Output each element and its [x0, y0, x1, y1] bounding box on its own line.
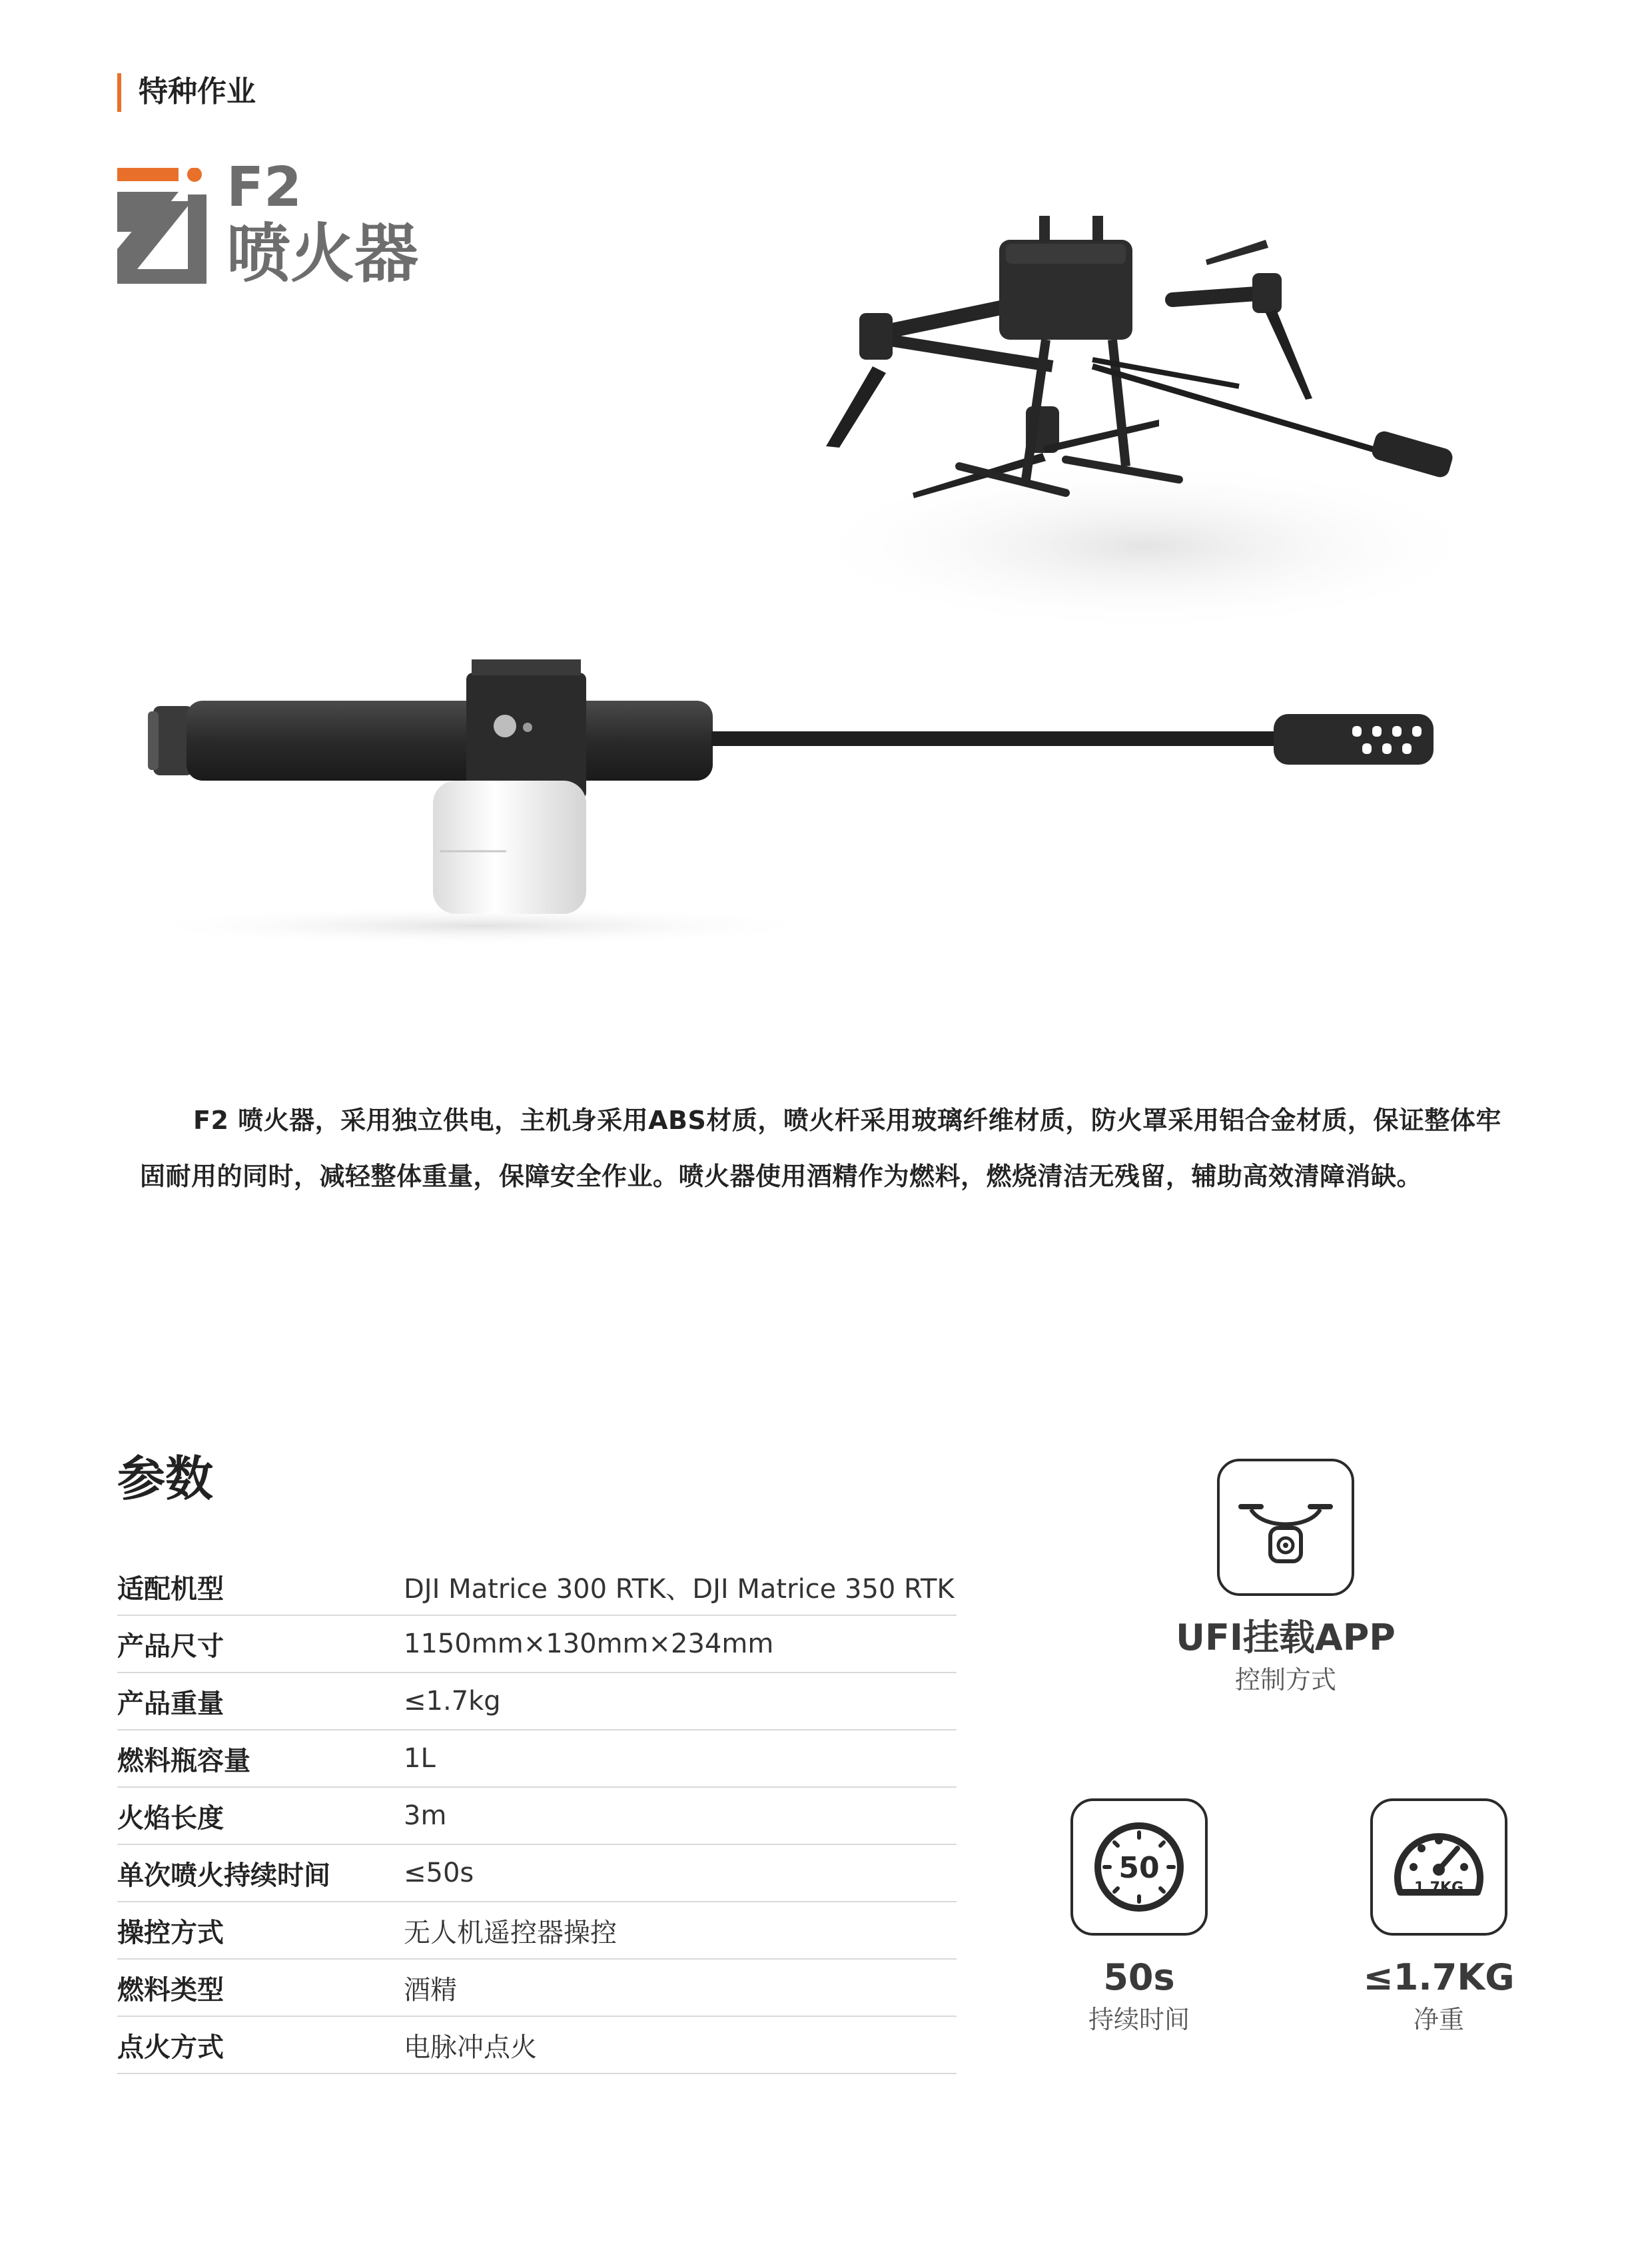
table-row [117, 1902, 957, 1960]
section-label: 特种作业 [139, 75, 256, 109]
spec-key: 火焰长度 [117, 1802, 224, 1834]
feature-app-label: 控制方式 [1234, 1665, 1336, 1694]
feature-duration-value: 50s [1103, 1956, 1175, 1998]
timer-icon-text: 50 [1118, 1851, 1160, 1885]
section-accent-bar [117, 73, 121, 112]
table-row [117, 1673, 957, 1730]
gauge-icon-text: 1.7KG [1414, 1880, 1464, 1896]
gauge-icon [1370, 1798, 1507, 1936]
feature-duration [999, 1798, 1279, 2037]
spec-value: ≤1.7kg [404, 1686, 501, 1716]
table-row [117, 1559, 957, 1616]
spec-value: DJI Matrice 300 RTK、DJI Matrice 350 RTK [404, 1573, 955, 1605]
feature-app-control [1132, 1459, 1439, 1697]
product-name: 喷火器 [226, 216, 418, 291]
model-name: F2 [226, 156, 302, 219]
spec-value: 3m [404, 1800, 447, 1831]
spec-key: 适配机型 [117, 1573, 224, 1605]
spec-key: 产品重量 [117, 1688, 224, 1719]
spec-key: 燃料瓶容量 [117, 1745, 250, 1776]
table-row [117, 1616, 957, 1673]
drone-camera-icon [1217, 1459, 1354, 1596]
table-row [117, 1960, 957, 2017]
spec-value: 电脉冲点火 [404, 2032, 537, 2063]
spec-value: 1L [404, 1743, 436, 1774]
spec-table [117, 1559, 957, 2074]
table-row [117, 2017, 957, 2074]
brand-logo-icon [117, 168, 206, 284]
product-description: F2 喷火器，采用独立供电，主机身采用ABS材质，喷火杆采用玻璃纤维材质，防火罩采用铝合金材质，保证整体牢固耐用的同时，减轻整体重量，保障安全作业。喷火器使用酒精作为燃料，燃烧清洁无残留，辅助高效清障消缺。 [140, 1106, 1501, 1191]
feature-weight [1299, 1798, 1579, 2037]
feature-app-value: UFI挂载APP [1176, 1617, 1396, 1659]
spec-key: 操控方式 [117, 1917, 224, 1948]
drone-with-flamer-image [799, 200, 1505, 626]
table-row [117, 1788, 957, 1845]
spec-value: 无人机遥控器操控 [404, 1917, 617, 1948]
table-row [117, 1730, 957, 1788]
feature-duration-label: 持续时间 [1088, 2005, 1190, 2034]
feature-weight-label: 净重 [1413, 2005, 1464, 2034]
params-title: 参数 [117, 1451, 214, 1507]
timer-icon [1070, 1798, 1208, 1936]
spec-key: 燃料类型 [117, 1974, 224, 2006]
spec-key: 产品尺寸 [117, 1631, 224, 1662]
spec-value: ≤50s [404, 1858, 474, 1888]
table-row [117, 1845, 957, 1902]
spec-key: 单次喷火持续时间 [117, 1860, 330, 1891]
spec-value: 酒精 [404, 1974, 457, 2006]
spec-value: 1150mm×130mm×234mm [404, 1629, 774, 1659]
spec-key: 点火方式 [117, 2032, 224, 2063]
feature-weight-value: ≤1.7KG [1363, 1956, 1515, 1998]
flamethrower-product-image [107, 653, 1479, 946]
